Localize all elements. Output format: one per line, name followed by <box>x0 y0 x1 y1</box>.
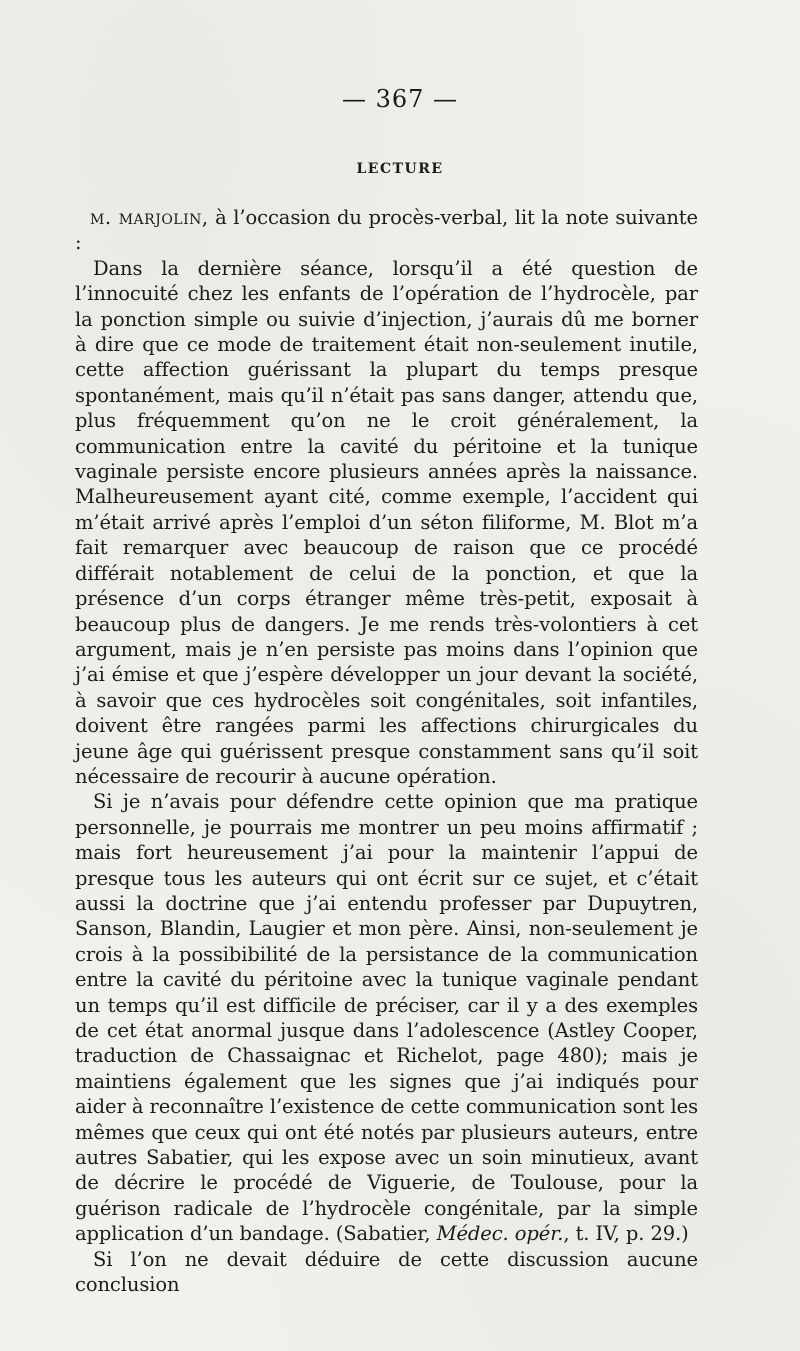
paragraph-hydrocele <box>75 256 698 790</box>
citation-suffix: , t. IV, p. 29.) <box>563 1222 689 1246</box>
paragraph-text: Si l’on ne devait déduire de cette discussion aucune conclusion <box>75 1247 698 1297</box>
page-number: — 367 — <box>341 85 459 113</box>
paragraph-conclusion <box>75 1247 698 1298</box>
paragraph-text: à l’occasion du procès-verbal, lit la note suivante : <box>75 206 698 255</box>
paragraph-text: Dans la dernière séance, lorsqu’il a été question de l’innocuité chez les enfants de l’opération de l’hydrocèle, par la ponction simple ou suivie d’injection, j’aurais dû me borner à dire que ce mode de traitement était non-seulement inutile, cette affection guérissant la plupart du temps presque spontanément, mais qu’il n’était pas sans danger, attendu que, plus fréquemment qu’on ne le croit généralement, la communication entre la cavité du péritoine et la tunique vaginale persiste encore plusieurs années après la naissance. Malheureusement ayant cité, comme exemple, l’accident qui m’était arrivé après l’emploi d’un séton filiforme, M. Blot m’a fait remarquer avec beaucoup de raison que ce procédé différait notablement de celui de la ponction, et que la présence d’un corps étranger même très-petit, exposait à beaucoup plus de dangers. Je me rends très-volontiers à cet argument, mais je n’en persiste pas moins dans l’opinion que j’ai émise et que j’espère développer un jour devant la société, à savoir que ces hydrocèles soit congénitales, soit infantiles, doivent être rangées parmi les affections chirurgicales du jeune âge qui guérissent presque constamment sans qu’il soit nécessaire de recourir à aucune opération. <box>75 256 698 788</box>
paragraph-opinion <box>75 789 698 1246</box>
paragraph-text: Si je n’avais pour défendre cette opinion que ma pratique personnelle, je pourrais me montrer un peu moins affirmatif ; mais fort heureusement j’ai pour la maintenir l’appui de presque tous les auteurs qui ont écrit sur ce sujet, et c’était aussi la doctrine que j’ai entendu professer par Dupuytren, Sanson, Blandin, Laugier et mon père. Ainsi, non-seulement je crois à la possibibilité de la persistance de la communication entre la cavité du péritoine avec la tunique vaginale pendant un temps qu’il est difficile de préciser, car il y a des exemples de cet état anormal jusque dans l’adolescence (Astley Cooper, traduction de Chassaignac et Richelot, page 480); mais je maintiens également que les signes que j’ai indiqués pour aider à reconnaître l’existence de cette communication sont les mêmes que ceux qui ont été notés par plusieurs auteurs, entre autres Sabatier, qui les expose avec un soin minutieux, avant de décrire le procédé de Viguerie, de Toulouse, pour la guérison radicale de l’hydrocèle congénitale, par la simple application d’un bandage. <box>75 790 698 1246</box>
body-text <box>75 205 698 1297</box>
speaker-name: m. marjolin, <box>90 206 209 229</box>
citation-book-title: Médec. opér. <box>436 1222 564 1246</box>
citation-prefix: (Sabatier, <box>329 1222 437 1246</box>
paragraph-intro <box>75 205 698 256</box>
section-title: LECTURE <box>356 161 444 177</box>
